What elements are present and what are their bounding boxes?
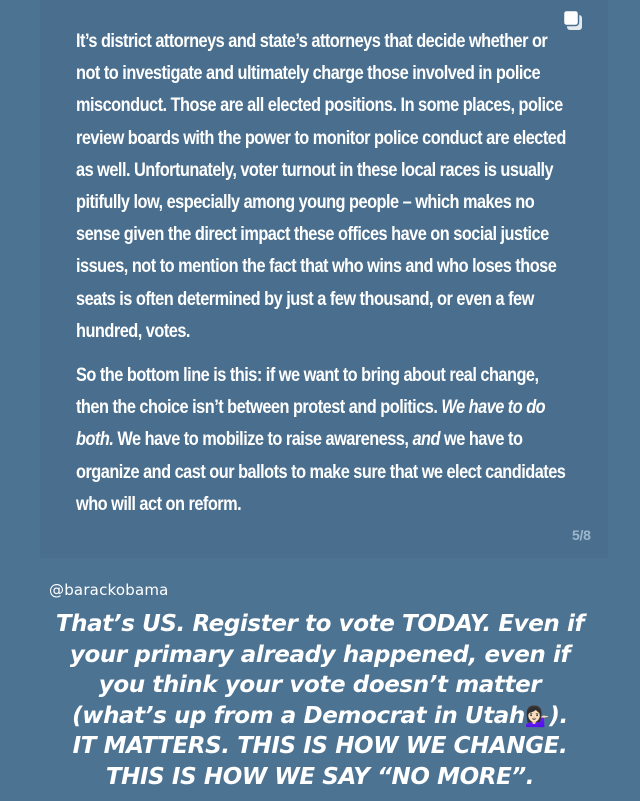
post-paragraph-2-italic-1: We have to do both. [76,397,546,451]
post-paragraph-1-text: It’s district attorneys and state’s attorneys that decide whether or not to investigate and ultimately charge those involved in police misconduct. Those are all elected positions. In some places, police review boards with the power to monitor police conduct are elected as well. Unfortunately, voter turnout in these local races is usually pitifully low, especially among young people – which makes no sense given the direct impact these offices have on social justice issues, not to mention the fact that who wins and who loses those seats is often determined by just a few thousand, or even a few hundred, votes. [76,31,566,342]
story-caption [10,609,630,793]
caption-line-with-emoji [10,701,630,732]
caption-line: your primary already happened, even if [69,641,571,668]
quoted-post-card[interactable] [40,0,608,558]
caption-line-text: (what’s up from a Democrat in Utah [72,702,525,729]
tipping-hand-woman-emoji: 💁🏻‍♀️ [524,703,550,728]
post-paragraph-2-text-b: We have to mobilize to raise awareness, [117,429,409,451]
mention-sticker[interactable]: @barackobama [49,581,169,599]
post-paragraph-2-italic-2: and [412,429,440,451]
caption-line: That’s US. Register to vote TODAY. Even if [55,611,585,637]
post-paragraph-2-text-c: we have to organize and cast our ballots to make sure that we elect candidates who will act on reform. [76,429,566,515]
post-paragraph-2-text-a: So the bottom line is this: if we want to bring about real change, then the choice isn’t between protest and politics. [76,365,539,419]
caption-line-text: ). [549,702,568,729]
post-paragraph-1 [76,26,566,348]
post-paragraph-2 [76,360,566,521]
caption-line: IT MATTERS. THIS IS HOW WE CHANGE. [72,733,568,760]
caption-line: you think your vote doesn’t matter [98,672,542,699]
page-indicator: 5/8 [572,527,591,543]
caption-line: THIS IS HOW WE SAY “NO MORE”. [105,763,535,790]
copy-icon[interactable] [561,8,585,32]
